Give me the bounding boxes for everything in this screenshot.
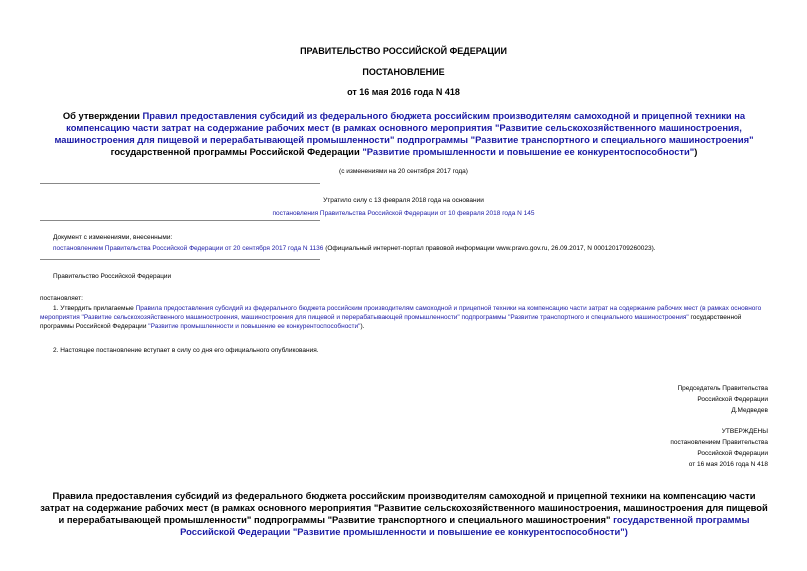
title-program-link[interactable]: "Развитие промышленности и повышение ее конкурентоспособности": [362, 146, 695, 157]
paragraph-2: 2. Настоящее постановление вступает в силу со дня его официального опубликования.: [53, 347, 319, 354]
title-suffix: ): [694, 146, 698, 157]
p1-prefix: 1. Утвердить прилагаемые: [53, 305, 136, 312]
repeal-note: [0, 196, 807, 218]
approved-by: постановлением Правительства: [670, 439, 768, 446]
rules-title-part2[interactable]: "Развитие промышленности и повышение ее конкурентоспособности"): [292, 526, 628, 537]
title-middle: государственной программы Российской Федерации: [110, 146, 363, 157]
divider-rule: [40, 259, 320, 260]
title-rules-link[interactable]: Правил предоставления субсидий из федерального бюджета российским производителям самоходной и прицепной техники на компенсацию части затрат на содержание рабочих мест (в рамках основного мероприятия "Развитие сельскохозяйственного машиностроения, машиностроения для пищевой и перерабатывающей промышленности" подпрограммы "Развитие транспортного и специального машиностроения": [54, 110, 754, 145]
approved-block: [670, 426, 768, 470]
p1-suffix: ).: [360, 323, 365, 330]
title-prefix: Об утверждении: [62, 110, 143, 121]
p1-program-link[interactable]: "Развитие промышленности и повышение ее конкурентоспособности": [148, 323, 361, 330]
divider-rule: [40, 183, 320, 184]
rules-title-part1: Правила предоставления субсидий из федерального бюджета российским производителям самоходной и прицепной техники на компенсацию части затрат на содержание рабочих мест (в рамках основного мероприятия "Развитие сельскохозяйственного машиностроения, машиностроения для пищевой и перерабатывающей промышленности" подпрограммы "Развитие транспортного и специального машиностроения": [40, 490, 768, 525]
document-title: [40, 110, 768, 158]
changes-block: [53, 233, 773, 253]
signature-position: Председатель Правительства: [677, 385, 768, 392]
p1-middle: государственной программы Российской Федерации: [40, 314, 742, 330]
changes-decree-link[interactable]: постановлением Правительства Российской Федерации от 20 сентября 2017 года N 1136: [53, 245, 324, 252]
approved-date: от 16 мая 2016 года N 418: [688, 461, 768, 468]
doc-type-heading: ПОСТАНОВЛЕНИЕ: [362, 67, 445, 77]
rules-title: [40, 490, 768, 538]
government-heading: ПРАВИТЕЛЬСТВО РОССИЙСКОЙ ФЕДЕРАЦИИ: [300, 46, 507, 56]
date-number-heading: от 16 мая 2016 года N 418: [347, 87, 460, 97]
paragraph-1: [40, 304, 770, 331]
changes-label: Документ с изменениями, внесенными:: [53, 234, 173, 241]
approved-country: Российской Федерации: [697, 450, 768, 457]
approved-heading: УТВЕРЖДЕНЫ: [721, 428, 768, 435]
amendment-note: (с изменениями на 20 сентября 2017 года): [339, 168, 468, 175]
resolves-text: постановляет:: [40, 295, 83, 302]
repeal-line1: Утратило силу с 13 февраля 2018 года на основании: [323, 197, 484, 204]
changes-source: (Официальный интернет-портал правовой информации www.pravo.gov.ru, 26.09.2017, N 0001201709260023).: [323, 245, 656, 252]
divider-rule: [40, 220, 320, 221]
signature-name: Д.Медведев: [731, 407, 768, 414]
gov-rf-text: Правительство Российской Федерации: [53, 273, 172, 280]
repeal-decree-link[interactable]: постановления Правительства Российской Федерации от 10 февраля 2018 года N 145: [272, 210, 535, 217]
signature-block: [677, 383, 768, 416]
p1-rules-link[interactable]: Правила предоставления субсидий из федерального бюджета российским производителям самоходной и прицепной техники на компенсацию части затрат на содержание рабочих мест (в рамках основного мероприятия "Развитие сельскохозяйственного машиностроения, машиностроения для пищевой и перерабатывающей промышленности" подпрограммы "Развитие транспортного и специального машиностроения": [40, 305, 762, 321]
signature-country: Российской Федерации: [697, 396, 768, 403]
rules-title-program-link[interactable]: государственной программы Российской Федерации: [180, 514, 750, 537]
